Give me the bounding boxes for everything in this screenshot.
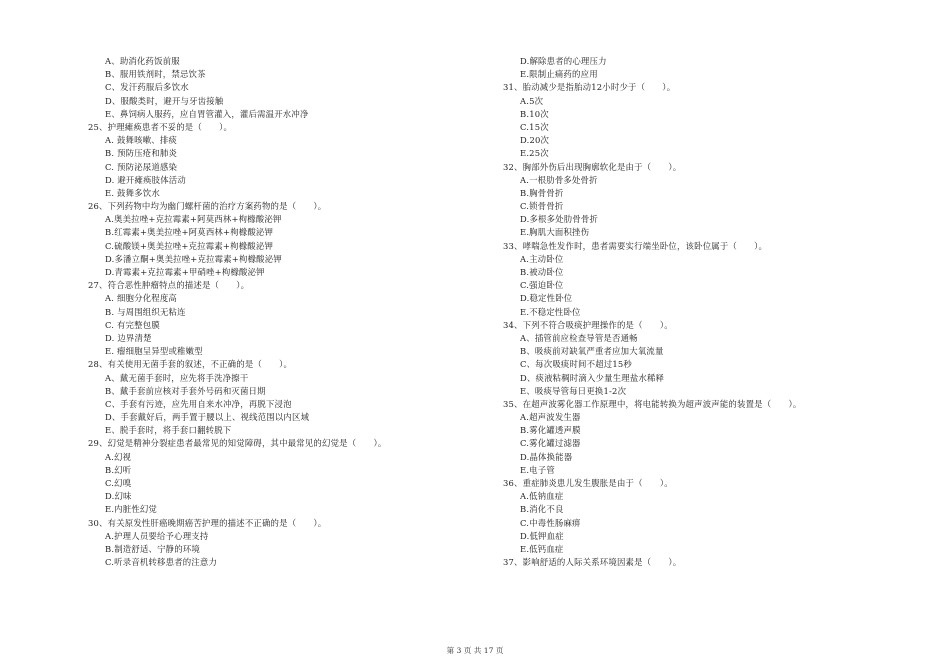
answer-option: D.多潘立酮+奥美拉唑+克拉霉素+枸橼酸泌钾 (105, 253, 282, 264)
answer-option: C.听录音机转移患者的注意力 (105, 557, 218, 568)
answer-option: A. 鼓舞咳嗽、排痰 (105, 135, 177, 146)
answer-option: E.电子管 (520, 464, 555, 475)
question-text: 28、有关使用无菌手套的叙述，不正确的是（ ）。 (88, 359, 293, 370)
answer-option: C.幻嗅 (105, 478, 132, 488)
question-text: 29、幻觉是精神分裂症患者最常见的知觉障碍，其中最常见的幻觉是（ ）。 (88, 438, 387, 449)
answer-option: D.解除患者的心理压力 (520, 56, 607, 66)
question-text: 35、在超声波雾化器工作原理中，将电能转换为超声波声能的装置是（ ）。 (503, 398, 802, 409)
answer-option: E、鼻饲病人服药，应自胃管灌入，灌后需温开水冲净 (105, 108, 309, 119)
answer-option: A、助消化药饭前服 (105, 56, 180, 66)
right-column (503, 55, 903, 569)
question-text: 30、有关原发性肝癌晚期癌苦护理的描述不正确的是（ ）。 (88, 517, 327, 528)
answer-option: D.稳定性卧位 (520, 293, 573, 304)
answer-option: D.青霉素+克拉霉素+甲硝唑+枸橼酸泌钾 (105, 267, 265, 277)
question-text: 32、胸部外伤后出现胸廓软化是由于（ ）。 (503, 161, 682, 172)
answer-option: A.超声波发生器 (520, 412, 581, 423)
answer-option: C、每次吸痰时间不超过15秒 (520, 359, 632, 370)
answer-option: E.限制止痛药的应用 (520, 69, 598, 80)
answer-option: E.内脏性幻觉 (105, 504, 158, 515)
answer-option: A.低钠血症 (520, 491, 564, 502)
answer-option: B.幻听 (105, 464, 132, 475)
answer-option: C.强迫卧位 (520, 280, 564, 291)
answer-option: D.多根多处肋骨骨折 (520, 214, 599, 225)
answer-option: C. 有完整包膜 (105, 319, 160, 330)
answer-option: E.低钙血症 (520, 543, 564, 554)
question-text: 36、重症肺炎患儿发生腹胀是由于（ ）。 (503, 478, 673, 488)
answer-option: C、手套有污迹，应先用自来水冲净，再脱下浸泡 (105, 398, 292, 409)
question-text: 37、影响舒适的人际关系环境因素是（ ）。 (503, 557, 682, 568)
answer-option: B.雾化罐透声膜 (520, 425, 581, 436)
answer-option: E、脱手套时，将手套口翻转脱下 (105, 425, 232, 436)
answer-option: E.25次 (520, 148, 549, 159)
answer-option: C.雾化罐过滤器 (520, 438, 581, 449)
answer-option: D.晶体换能器 (520, 451, 573, 462)
answer-option: B.消化不良 (520, 504, 564, 515)
question-text: 33、哮喘急性发作时，患者需要实行端坐卧位，该卧位属于（ ）。 (503, 240, 768, 251)
answer-option: A.幻视 (105, 451, 132, 462)
answer-option: B. 与周围组织无粘连 (105, 306, 186, 317)
left-column (88, 55, 468, 569)
answer-option: E.胸肌大面积挫伤 (520, 227, 590, 238)
answer-option: B.10次 (520, 108, 549, 119)
answer-option: B.胸骨骨折 (520, 187, 564, 198)
answer-option: B、戴手套前应核对手套外号码和灭菌日期 (105, 385, 266, 396)
answer-option: A.5次 (520, 95, 544, 106)
answer-option: D. 避开瘫痪肢体活动 (105, 174, 186, 185)
answer-option: C. 预防泌尿道感染 (105, 161, 178, 172)
answer-option: C.硫酸镁+奥美拉唑+克拉霉素+枸橼酸泌钾 (105, 240, 274, 251)
answer-option: C.15次 (520, 121, 549, 132)
answer-option: A.一根肋骨多处骨折 (520, 174, 598, 185)
answer-option: D.20次 (520, 135, 550, 146)
answer-option: A. 细胞分化程度高 (105, 293, 177, 304)
answer-option: B、服用铁剂时，禁忌饮茶 (105, 69, 206, 80)
answer-option: D、服酸类时，避开与牙齿接触 (105, 95, 224, 106)
answer-option: B. 预防压疮和肺炎 (105, 148, 178, 159)
question-text: 34、下列不符合吸痰护理操作的是（ ）。 (503, 319, 673, 330)
answer-option: C.中毒性肠麻痹 (520, 517, 581, 528)
answer-option: A.护理人员要给予心理支持 (105, 530, 209, 541)
page-footer: 第 3 页 共 17 页 (446, 646, 504, 655)
answer-option: E.不稳定性卧位 (520, 306, 581, 317)
answer-option: B.制造舒适、宁静的环境 (105, 543, 200, 554)
answer-option: A、插管前应检查导管是否通畅 (520, 332, 638, 343)
question-text: 26、下列药物中均为幽门螺杆菌的治疗方案药物的是（ ）。 (88, 201, 327, 212)
question-text: 27、符合恶性肿瘤特点的描述是（ ）。 (88, 280, 250, 291)
answer-option: A.主动卧位 (520, 253, 564, 264)
answer-option: B、吸痰前对缺氧严重者应加大氧流量 (520, 346, 664, 357)
answer-option: E. 鼓舞多饮水 (105, 187, 160, 198)
answer-option: E. 瘤细胞呈异型或稚嫩型 (105, 346, 203, 357)
answer-option: B.被动卧位 (520, 267, 564, 277)
answer-option: E、吸痰导管每日更换1-2次 (520, 385, 627, 396)
answer-option: C、发汗药服后多饮水 (105, 82, 189, 93)
answer-option: D.低钾血症 (520, 530, 564, 541)
answer-option: A.奥美拉唑+克拉霉素+阿莫西林+枸橼酸泌钾 (105, 214, 282, 225)
answer-option: D、痰液粘稠时滴入少量生理盐水稀释 (520, 372, 665, 383)
answer-option: D、手套戴好后，两手置于腰以上、视线范围以内区域 (105, 412, 310, 423)
question-text: 31、胎动减少是指胎动12小时少于（ ）。 (503, 82, 676, 93)
answer-option: A、戴无菌手套时，应先将手洗净擦干 (105, 372, 249, 383)
answer-option: D. 边界清楚 (105, 332, 152, 343)
question-text: 25、护理瘫痪患者不妥的是（ ）。 (88, 121, 233, 132)
answer-option: B.红霉素+奥美拉唑+阿莫西林+枸橼酸泌钾 (105, 227, 274, 238)
answer-option: C.锁骨骨折 (520, 201, 564, 212)
answer-option: D.幻味 (105, 491, 132, 502)
